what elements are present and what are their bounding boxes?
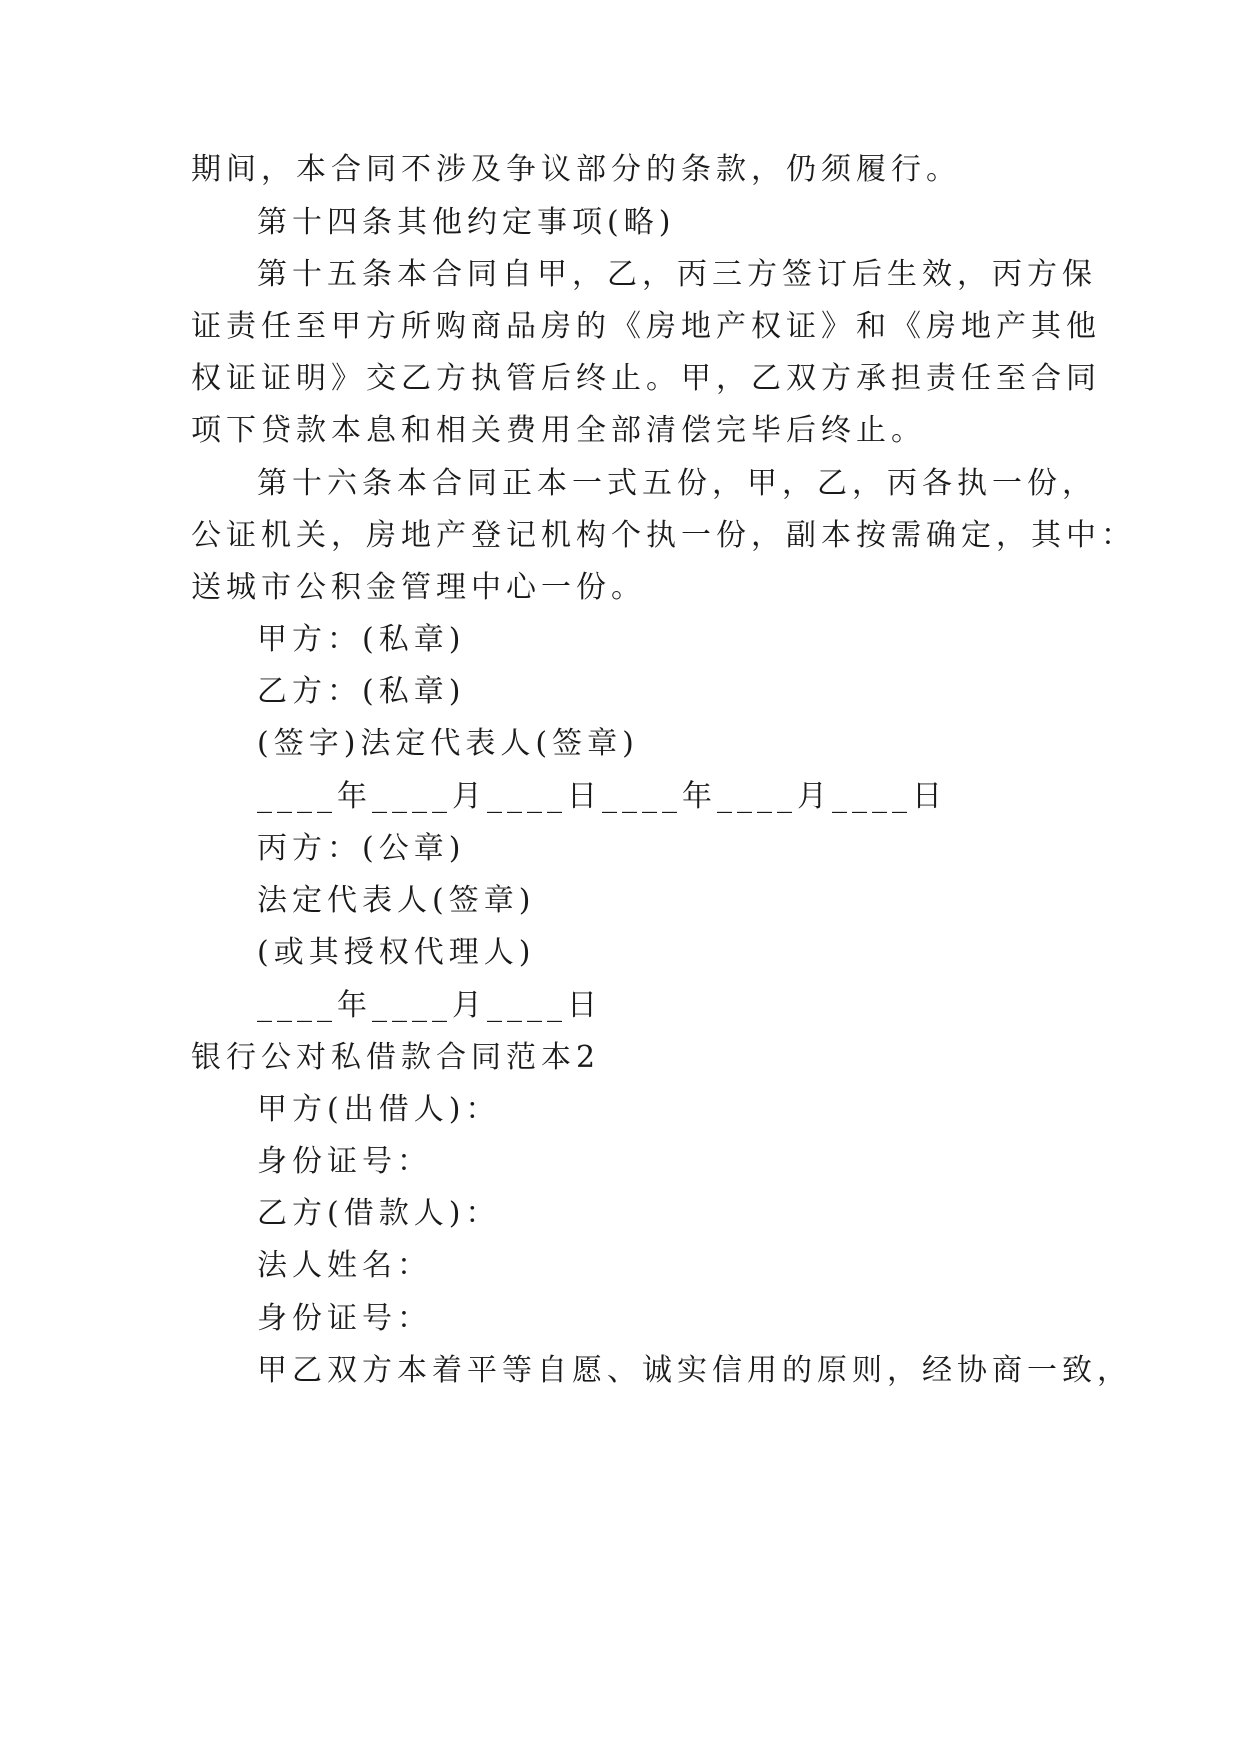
party-c-seal-line: 丙方：(公章) [257, 831, 466, 866]
party-a-seal-line: 甲方：(私章) [257, 622, 466, 657]
section-title: 银行公对私借款合同范本2 [191, 1040, 601, 1075]
party-b-seal-line: 乙方：(私章) [257, 674, 466, 709]
paragraph-line: 期间，本合同不涉及争议部分的条款，仍须履行。 [191, 152, 961, 187]
legal-person-name-line: 法人姓名： [257, 1248, 432, 1283]
borrower-line: 乙方(借款人)： [257, 1196, 501, 1231]
paragraph-line: 项下贷款本息和相关费用全部清偿完毕后终止。 [191, 413, 926, 448]
paragraph-line: 证责任至甲方所购商品房的《房地产权证》和《房地产其他 [191, 309, 1101, 344]
paragraph-line: 公证机关，房地产登记机构个执一份，副本按需确定，其中： [191, 518, 1136, 553]
article-15-line: 第十五条本合同自甲，乙，丙三方签订后生效，丙方保 [257, 257, 1097, 292]
paragraph-line: 权证证明》交乙方执管后终止。甲，乙双方承担责任至合同 [191, 361, 1101, 396]
legal-rep-line: 法定代表人(签章) [257, 883, 536, 918]
date-line: ____年____月____日____年____月____日 [257, 779, 947, 814]
agreement-intro-line: 甲乙双方本着平等自愿、诚实信用的原则，经协商一致， [257, 1353, 1132, 1388]
date-line: ____年____月____日 [257, 988, 602, 1023]
id-number-line: 身份证号： [257, 1301, 432, 1336]
article-14-line: 第十四条其他约定事项(略) [257, 205, 676, 240]
authorized-agent-line: (或其授权代理人) [257, 935, 536, 970]
id-number-line: 身份证号： [257, 1144, 432, 1179]
signature-line: (签字)法定代表人(签章) [257, 726, 639, 761]
article-16-line: 第十六条本合同正本一式五份，甲，乙，丙各执一份， [257, 466, 1097, 501]
paragraph-line: 送城市公积金管理中心一份。 [191, 570, 646, 605]
lender-line: 甲方(出借人)： [257, 1092, 501, 1127]
